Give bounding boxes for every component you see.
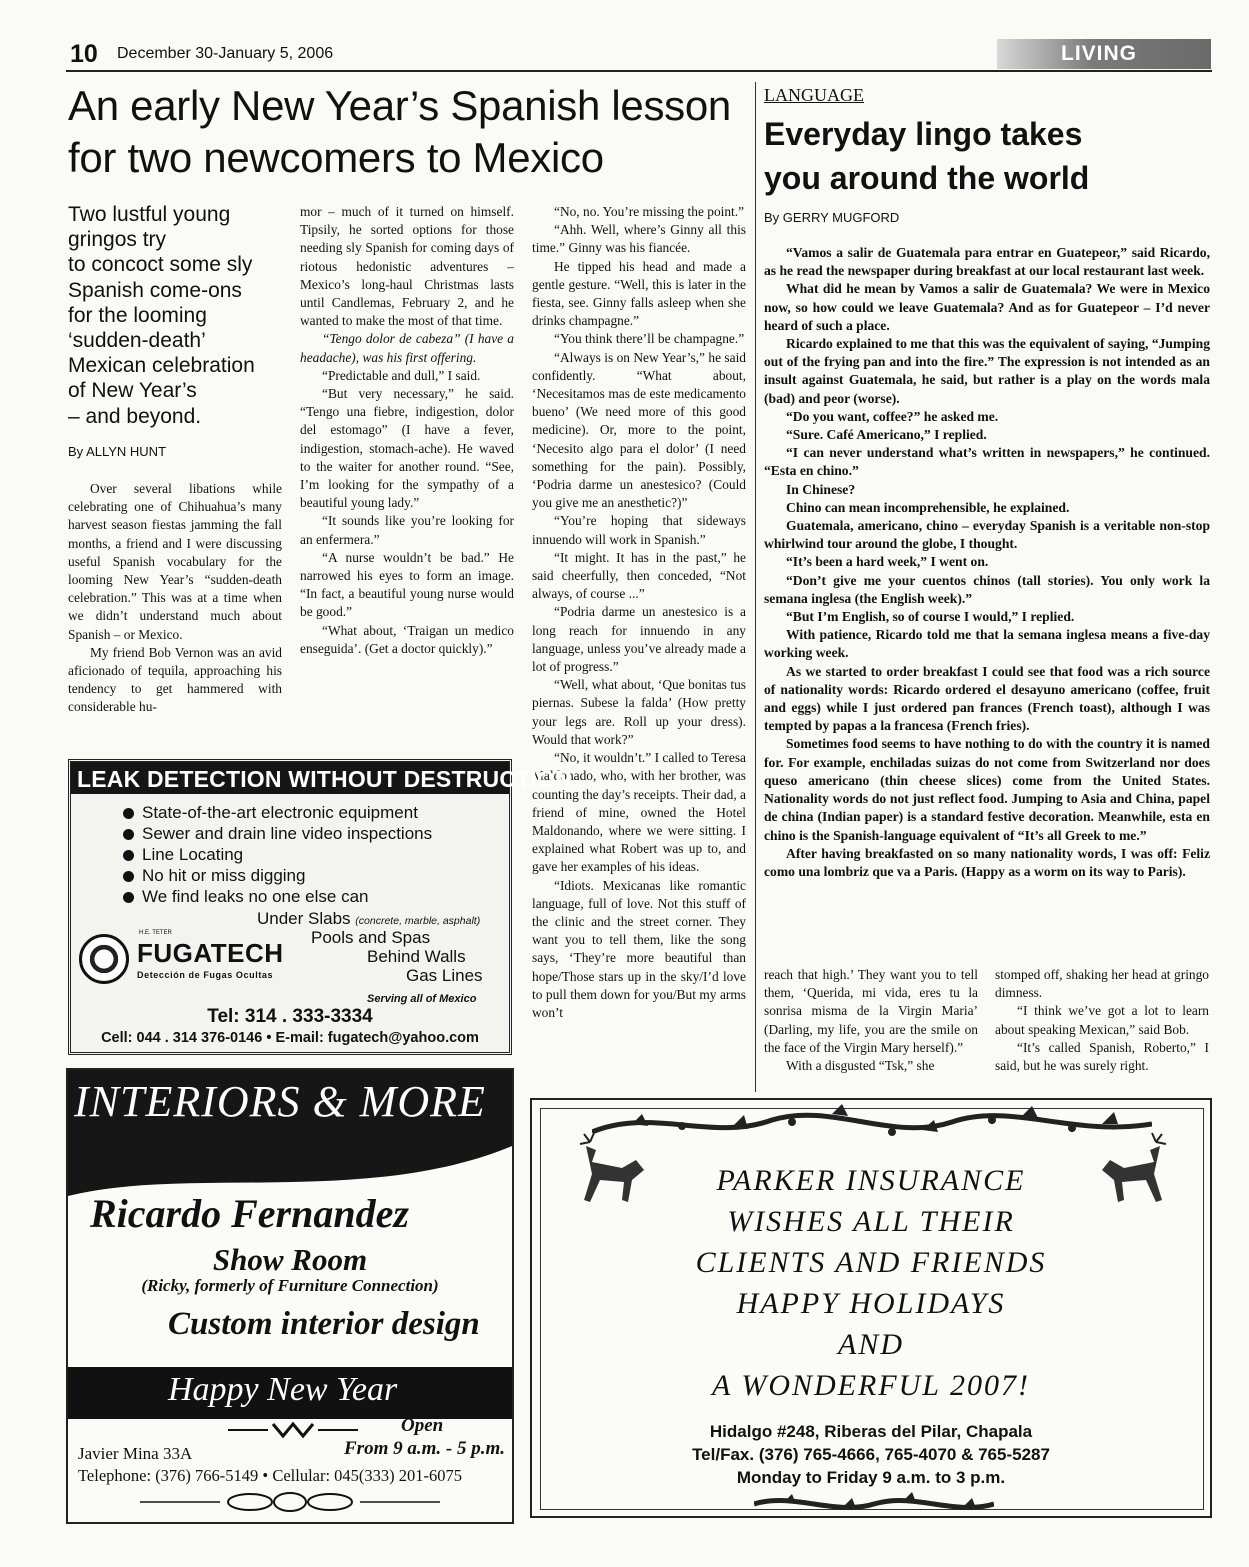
fugatech-bullets xyxy=(123,802,503,907)
column-divider xyxy=(755,82,756,1092)
headline-line-2: you around the world xyxy=(764,160,1090,196)
issue-date: December 30-January 5, 2006 xyxy=(117,45,334,62)
interiors-title: INTERIORS & MORE xyxy=(74,1077,486,1126)
ornament-divider xyxy=(228,1418,358,1442)
fugatech-ad xyxy=(68,759,572,1055)
bullet-item xyxy=(123,886,503,907)
paragraph: “Predictable and dull,” I said. xyxy=(322,367,481,383)
message-line: WISHES ALL THEIR xyxy=(727,1205,1015,1238)
owner-name: Ricardo Fernandez xyxy=(90,1191,409,1236)
deck-line: of New Year’s xyxy=(68,379,197,403)
logo-tagline: Detección de Fugas Ocultas xyxy=(137,970,274,980)
paragraph: “I think we’ve got a lot to learn about speaking Mexican,” said Bob. xyxy=(995,1003,1209,1037)
paragraph: “A nurse wouldn’t be bad.” He narrowed his eyes to form an image. “In fact, a beautiful young nurse would be good.” xyxy=(300,549,514,620)
fugatech-extra-2: Pools and Spas xyxy=(311,928,431,947)
paragraph: “Tengo dolor de cabeza” (I have a headache), was his first offering. xyxy=(300,331,514,365)
paragraph: “Podria darme un anestesico is a long reach for innuendo in any language, unless you’ve already made a lot of progress.” xyxy=(532,604,746,675)
bullet-text: State-of-the-art electronic equipment xyxy=(142,803,418,822)
open-label: Open xyxy=(401,1415,444,1436)
bullet-text: We find leaks no one else can xyxy=(142,887,369,906)
deck-line: ‘sudden-death’ xyxy=(68,329,206,353)
article1-column-1 xyxy=(68,480,282,717)
paragraph: “Don’t give me your cuentos chinos (tall stories). You only work la semana inglesa (the English week).” xyxy=(764,572,1210,606)
fugatech-serving: Serving all of Mexico xyxy=(367,993,477,1005)
bullet-icon xyxy=(123,850,134,861)
bullet-icon xyxy=(123,871,134,882)
paragraph: With a disgusted “Tsk,” she xyxy=(786,1058,935,1074)
showroom-label: Show Room xyxy=(212,1242,368,1277)
article1-column-4 xyxy=(764,966,978,1075)
formerly-label: (Ricky, formerly of Furniture Connection) xyxy=(141,1276,439,1295)
logo-small: H.E. TETER xyxy=(139,930,172,936)
paragraph: “Always is on New Year’s,” he said confidently. “What about, ‘Necesitamos mas de este medicamento bueno’ (We need more of this good medicine). Or, more to the point, ‘Necesito algo para el dolor’ (I need something for the pain). Possibly, ‘Podria darme un anestesico? (Could you give me an anesthetic?)” xyxy=(532,349,746,511)
paragraph: “But I’m English, so of course I would,” I replied. xyxy=(786,609,1075,625)
paragraph: “Well, what about, ‘Que bonitas tus piernas. Subese la falda’ (How pretty your legs are. Roll up your dress). Would that work?” xyxy=(532,677,746,747)
bullet-item xyxy=(123,802,503,823)
paragraph: “You’re hoping that sideways innuendo will work in Spanish.” xyxy=(532,513,746,547)
article1-deck xyxy=(68,202,283,429)
bullet-item xyxy=(123,823,503,844)
parker-ad xyxy=(530,1098,1212,1518)
paragraph: “You think there’ll be champagne.” xyxy=(554,331,745,347)
article1-column-5 xyxy=(995,966,1209,1075)
message-line: AND xyxy=(838,1328,904,1361)
bullet-text: Sewer and drain line video inspections xyxy=(142,824,433,843)
bullet-item xyxy=(123,865,503,886)
happy-new-year-banner xyxy=(68,1367,512,1419)
paragraph: As we started to order breakfast I could see that food was a rich source of nationality words: Ricardo ordered el desayuno americano (coffee, fruit and eggs) while I just ordered pan frances (French toast), although I was tempted by papas a la francesa (French fries). xyxy=(764,663,1210,734)
fugatech-contact: Cell: 044 . 314 376-0146 • E-mail: fugatech@yahoo.com xyxy=(101,1030,479,1046)
paragraph: “Sure. Café Americano,” I replied. xyxy=(786,427,987,443)
fugatech-logo xyxy=(79,930,309,996)
paragraph: “It’s been a hard week,” I went on. xyxy=(786,554,989,570)
bullet-text: Line Locating xyxy=(142,845,244,864)
holly-garland-top xyxy=(592,1102,1152,1148)
extra-note: (concrete, marble, asphalt) xyxy=(355,915,481,927)
holly-garland-bottom xyxy=(754,1492,994,1516)
deck-line: gringos try xyxy=(68,228,167,252)
interiors-ad xyxy=(66,1068,514,1524)
deck-line: – and beyond. xyxy=(68,404,202,428)
fugatech-extra-4: Gas Lines xyxy=(406,966,483,985)
fugatech-extra-3: Behind Walls xyxy=(367,947,466,966)
article2-kicker: LANGUAGE xyxy=(764,85,864,105)
paragraph: “Ahh. Well, where’s Ginny all this time.” Ginny was his fiancée. xyxy=(532,222,746,256)
banner-text: Happy New Year xyxy=(168,1371,398,1408)
article1-headline xyxy=(68,80,758,184)
paragraph: Over several libations while celebrating one of Chihuahua’s many harvest season fiestas jamming the fall months, a friend and I were discussing useful Spanish vocabulary for the looming New Year’s “sudden-death celebration.” This was at a time when we didn’t understand much about Spanish – or Mexico. xyxy=(68,481,282,642)
headline-line-2: for two newcomers to Mexico xyxy=(68,134,604,181)
interiors-header xyxy=(68,1070,512,1138)
paragraph: “Idiots. Mexicanas like romantic language, full of love. Not this stuff of the clinic and the street corner. They want you to tell them, like the song says, ‘They’re more beautiful than hope/Those stars up in the sky/I’d love to pull them down for you/But my arms won’t xyxy=(532,877,746,1020)
paragraph: “No, no. You’re missing the point.” xyxy=(554,204,745,219)
faucet-icon xyxy=(79,934,129,984)
paragraph: He tipped his head and made a gentle gesture. “Well, this is later in the fiesta, see. Ginny falls asleep when she drinks champagne.” xyxy=(532,258,746,329)
paragraph: Chino can mean incomprehensible, he explained. xyxy=(786,499,1070,515)
address-label: Javier Mina 33A xyxy=(78,1444,193,1463)
paragraph: “Do you want, coffee?” he asked me. xyxy=(786,408,999,424)
article1-column-2 xyxy=(300,203,514,658)
parker-message xyxy=(532,1160,1210,1406)
section-banner xyxy=(997,39,1211,69)
flourish-icon xyxy=(140,1490,440,1514)
extra-text: Under Slabs xyxy=(257,909,351,928)
fugatech-tel: Tel: 314 . 333-3334 xyxy=(207,1006,373,1027)
paragraph: My friend Bob Vernon was an avid aficionado of tequila, approaching his tendency to get hammered with considerable hu- xyxy=(68,644,282,715)
message-line: A WONDERFUL 2007! xyxy=(712,1369,1030,1402)
phones-label: Telephone: (376) 766-5149 • Cellular: 045(333) 201-6075 xyxy=(78,1466,463,1485)
fugatech-headline: LEAK DETECTION WITHOUT DESTRUCTION xyxy=(71,762,509,794)
paragraph: “It might. It has in the past,” he said cheerfully, then conceded, “Not always, of course ...” xyxy=(532,549,746,602)
article2-headline xyxy=(764,112,1214,200)
deck-line: Two lustful young xyxy=(68,203,231,226)
paragraph: What did he mean by Vamos a salir de Guatemala? We were in Mexico now, so how could we leave Guatemala? And as for Guatepeor – I’d never heard of such a place. xyxy=(764,281,1210,333)
bullet-icon xyxy=(123,829,134,840)
article1-column-3 xyxy=(532,203,746,1022)
paragraph: “It sounds like you’re looking for an enfermera.” xyxy=(300,513,514,547)
paragraph: Guatemala, americano, chino – everyday Spanish is a veritable non-stop whirlwind tour around the globe, I thought. xyxy=(764,518,1210,552)
deck-line: Spanish come-ons xyxy=(68,278,242,302)
paragraph: “No, it wouldn’t.” I called to Teresa Maldonado, who, with her brother, was counting the day’s receipts. Their dad, a friend of mine, owned the Hotel Maldonando, where we were sitting. I explained what Robert was up to, and gave her examples of his ideas. xyxy=(532,750,746,875)
message-line: PARKER INSURANCE xyxy=(716,1164,1026,1197)
bullet-text: No hit or miss digging xyxy=(142,866,306,885)
bullet-icon xyxy=(123,892,134,903)
parker-phones: Tel/Fax. (376) 765-4666, 765-4070 & 765-5287 xyxy=(692,1445,1050,1464)
message-line: HAPPY HOLIDAYS xyxy=(736,1287,1006,1320)
paragraph: Ricardo explained to me that this was the equivalent of saying, “Jumping out of the frying pan and into the fire.” The expression is not intended as an insult against Guatemala, he said, but rather is a play on the words mala (bad) and peor (worse). xyxy=(764,336,1210,406)
deck-line: Mexican celebration xyxy=(68,354,255,378)
paragraph: “It’s called Spanish, Roberto,” I said, but he was surely right. xyxy=(995,1039,1209,1074)
masthead-rule xyxy=(66,70,1212,72)
hours-label: From 9 a.m. - 5 p.m. xyxy=(344,1438,505,1459)
bullet-icon xyxy=(123,808,134,819)
paragraph: stomped off, shaking her head at gringo dimness. xyxy=(995,967,1209,1001)
message-line: CLIENTS AND FRIENDS xyxy=(695,1246,1047,1279)
article2-body xyxy=(764,244,1210,881)
page-number: 10 xyxy=(70,40,98,68)
paragraph: Sometimes food seems to have nothing to do with the country it is named for. For example, enchiladas suizas do not come from Switzerland nor does queso americano (thin cheese slices) come from the United States. Nationality words do not just reflect food. Jumping to Asia and China, papel de china (Indian paper) is a standard festive decoration. Meanwhile, esta en chino is the Spanish-language equivalent of “It’s all Greek to me.” xyxy=(764,736,1210,843)
paragraph: reach that high.’ They want you to tell them, ‘Querida, mi vida, eres tu la sonrisa misma de la Virgin Maria’ (Darling, my life, you are the smile on the face of the Virgin Mary herself).” xyxy=(764,967,978,1055)
deck-line: for the looming xyxy=(68,303,207,327)
parker-address: Hidalgo #248, Riberas del Pilar, Chapala xyxy=(709,1422,1033,1441)
custom-design-label: Custom interior design xyxy=(168,1306,480,1342)
logo-name: FUGATECH xyxy=(137,938,284,968)
parker-hours: Monday to Friday 9 a.m. to 3 p.m. xyxy=(736,1468,1006,1487)
article2-byline: By GERRY MUGFORD xyxy=(764,210,900,225)
paragraph: “Vamos a salir de Guatemala para entrar en Guatepeor,” said Ricardo, as he read the newspaper during breakfast at our local restaurant last week. xyxy=(764,245,1210,279)
headline-line-1: An early New Year’s Spanish lesson xyxy=(68,82,731,129)
article1-byline: By ALLYN HUNT xyxy=(68,444,167,459)
section-label: LIVING xyxy=(1061,42,1138,65)
paragraph: In Chinese? xyxy=(786,481,856,497)
paragraph: “What about, ‘Traigan un medico enseguida’. (Get a doctor quickly).” xyxy=(300,622,514,656)
deck-line: to concoct some sly xyxy=(68,253,253,277)
paragraph: “But very necessary,” he said. “Tengo una fiebre, indigestion, dolor del estomago” (I have a fever, indigestion, stomach-ache). He waved to the waiter for another round. “See, I’m looking for the sympathy of a beautiful young lady.” xyxy=(300,386,514,511)
paragraph: mor – much of it turned on himself. Tipsily, he sorted options for those needing sly Spanish for coming days of riotous hedonistic adventures – Mexico’s long-haul Christmas lasts until Candlemas, February 2, and he wanted to make the most of that time. xyxy=(300,204,514,329)
bullet-item xyxy=(123,844,503,865)
paragraph: With patience, Ricardo told me that la semana inglesa means a five-day working week. xyxy=(764,627,1210,661)
headline-line-1: Everyday lingo takes xyxy=(764,116,1083,152)
paragraph: “I can never understand what’s written in newspapers,” he continued. “Esta en chino.” xyxy=(764,445,1210,479)
paragraph: After having breakfasted on so many nationality words, I was off: Feliz como una lombriz que va a Paris. (Happy as a worm on its way to Paris). xyxy=(764,845,1210,879)
